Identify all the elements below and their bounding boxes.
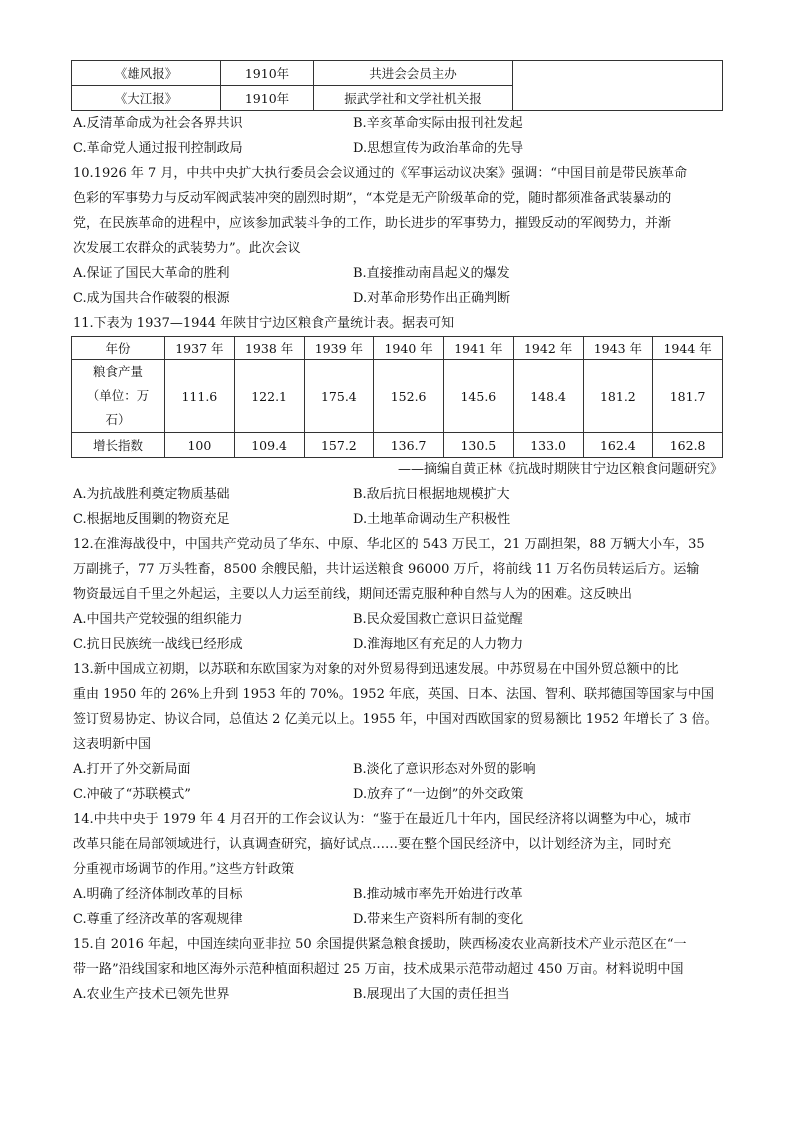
table-cell: 共进会会员主办	[314, 61, 513, 86]
question-text: 万副挑子，77 万头牲畜，8500 余艘民船，共计运送粮食 96000 万斤，将前线 11 万名伤员转运后方。运输	[73, 562, 700, 577]
option-c: C.成为国共合作破裂的根源	[73, 291, 230, 306]
table-cell: 《大江报》	[72, 86, 221, 111]
table-cell: 136.7	[374, 433, 444, 458]
table-cell: 130.5	[444, 433, 514, 458]
table-cell: 162.8	[653, 433, 723, 458]
question-text: 重由 1950 年的 26%上升到 1953 年的 70%。1952 年底，英国、日本、法国、智利、联邦德国等国家与中国	[73, 687, 714, 702]
row-label-line: 石）	[105, 412, 131, 427]
option-d: D.淮海地区有充足的人力物力	[353, 637, 524, 652]
header-cell: 1940 年	[374, 337, 444, 360]
option-c: C.尊重了经济改革的客观规律	[73, 912, 243, 927]
option-d: D.土地革命调动生产积极性	[353, 512, 511, 527]
table-cell: 《雄风报》	[72, 61, 221, 86]
table-header-row	[72, 337, 723, 360]
grain-table	[71, 336, 723, 458]
row-label-line: 粮食产量	[92, 364, 143, 379]
table-cell: 122.1	[234, 360, 304, 433]
q13-options	[73, 757, 723, 807]
option-c: C.革命党人通过报刊控制政局	[73, 141, 243, 156]
question-11-stem: 11.下表为 1937—1944 年陕甘宁边区粮食产量统计表。据表可知	[73, 316, 455, 331]
option-b: B.淡化了意识形态对外贸的影响	[353, 762, 536, 777]
question-text: 带一路”沿线国家和地区海外示范种植面积超过 25 万亩，技术成果示范带动超过 450 万亩。材料说明中国	[73, 962, 684, 977]
table-cell: 152.6	[374, 360, 444, 433]
table-cell: 1910年	[221, 86, 314, 111]
q15-options	[73, 982, 723, 1007]
q10-options	[73, 261, 723, 311]
question-text: 党，在民族革命的进程中，应该参加武装斗争的工作，助长进步的军事势力，摧毁反动的军阀势力，并渐	[73, 216, 672, 231]
table-cell: 109.4	[234, 433, 304, 458]
option-b: B.辛亥革命实际由报刊社发起	[353, 116, 523, 131]
row-label-line: （单位：万	[86, 388, 150, 403]
option-d: D.思想宣传为政治革命的先导	[353, 141, 524, 156]
header-cell: 1942 年	[513, 337, 583, 360]
question-text: 这表明新中国	[73, 737, 152, 752]
question-text: 14.中共中央于 1979 年 4 月召开的工作会议认为：“鉴于在最近几十年内，国民经济将以调整为中心，城市	[73, 812, 692, 827]
option-a: A.保证了国民大革命的胜利	[73, 266, 230, 281]
option-b: B.推动城市率先开始进行改革	[353, 887, 523, 902]
table-row	[72, 61, 723, 86]
table-row	[72, 360, 723, 433]
option-a: A.反清革命成为社会各界共识	[73, 116, 243, 131]
question-text: 改革只能在局部领域进行，认真调查研究，搞好试点……要在整个国民经济中，以计划经济为主，同时充	[73, 837, 672, 852]
option-c: C.冲破了“苏联模式”	[73, 787, 191, 802]
table-cell: 133.0	[513, 433, 583, 458]
option-c: C.根据地反围剿的物资充足	[73, 512, 230, 527]
question-12	[73, 532, 723, 607]
question-text: 次发展工农群众的武装势力”。此次会议	[73, 241, 301, 256]
table-cell: 157.2	[304, 433, 374, 458]
header-cell: 1944 年	[653, 337, 723, 360]
question-text: 13.新中国成立初期，以苏联和东欧国家为对象的对外贸易得到迅速发展。中苏贸易在中国外贸总额中的比	[73, 662, 679, 677]
table-cell: 145.6	[444, 360, 514, 433]
question-15	[73, 932, 723, 982]
option-d: D.带来生产资料所有制的变化	[353, 912, 524, 927]
question-text: 12.在淮海战役中，中国共产党动员了华东、中原、华北区的 543 万民工，21 万副担架，88 万辆大小车，35	[73, 537, 705, 552]
table-cell: 162.4	[583, 433, 653, 458]
option-a: A.中国共产党较强的组织能力	[73, 612, 243, 627]
header-cell: 1937 年	[165, 337, 235, 360]
option-a: A.农业生产技术已领先世界	[73, 987, 230, 1002]
question-10	[73, 161, 723, 261]
question-text: 10.1926 年 7 月，中共中央扩大执行委员会会议通过的《军事运动议决案》强调：“中国目前是带民族革命	[73, 166, 688, 181]
exam-page	[73, 60, 723, 1007]
header-cell: 1943 年	[583, 337, 653, 360]
question-text: 15.自 2016 年起，中国连续向亚非拉 50 余国提供紧急粮食援助，陕西杨凌农业高新技术产业示范区在“一	[73, 937, 687, 952]
q9-options	[73, 111, 723, 161]
table-row	[72, 433, 723, 458]
question-text: 签订贸易协定、协议合同，总值达 2 亿美元以上。1955 年，中国对西欧国家的贸易额比 1952 年增长了 3 倍。	[73, 712, 718, 727]
option-b: B.直接推动南昌起义的爆发	[353, 266, 510, 281]
question-13	[73, 657, 723, 757]
option-a: A.为抗战胜利奠定物质基础	[73, 487, 230, 502]
table-cell: 1910年	[221, 61, 314, 86]
q11-options	[73, 482, 723, 532]
option-d: D.放弃了“一边倒”的外交政策	[353, 787, 524, 802]
option-d: D.对革命形势作出正确判断	[353, 291, 511, 306]
header-cell: 年份	[72, 337, 165, 360]
row-label-cell	[72, 360, 165, 433]
table-cell: 148.4	[513, 360, 583, 433]
question-text: 物资最远自千里之外起运，主要以人力运至前线，期间还需克服种种自然与人为的困难。这反映出	[73, 587, 633, 602]
table-cell	[513, 61, 723, 111]
newspaper-table	[71, 60, 723, 111]
option-a: A.明确了经济体制改革的目标	[73, 887, 243, 902]
table-cell: 175.4	[304, 360, 374, 433]
q14-options	[73, 882, 723, 932]
table-cell: 111.6	[165, 360, 235, 433]
table-cell: 100	[165, 433, 235, 458]
header-cell: 1938 年	[234, 337, 304, 360]
header-cell: 1939 年	[304, 337, 374, 360]
option-c: C.抗日民族统一战线已经形成	[73, 637, 243, 652]
question-14	[73, 807, 723, 882]
question-text: 色彩的军事势力与反动军阀武装冲突的剧烈时期”，“本党是无产阶级革命的党，随时都须准备武装暴动的	[73, 191, 672, 206]
table-cell: 181.7	[653, 360, 723, 433]
question-text: 分重视市场调节的作用。”这些方针政策	[73, 862, 295, 877]
option-a: A.打开了外交新局面	[73, 762, 191, 777]
table-source: ——摘编自黄正林《抗战时期陕甘宁边区粮食问题研究》	[397, 462, 723, 477]
header-cell: 1941 年	[444, 337, 514, 360]
table-cell: 181.2	[583, 360, 653, 433]
q12-options	[73, 607, 723, 657]
option-b: B.民众爱国救亡意识日益觉醒	[353, 612, 523, 627]
option-b: B.敌后抗日根据地规模扩大	[353, 487, 510, 502]
option-b: B.展现出了大国的责任担当	[353, 987, 510, 1002]
table-cell: 振武学社和文学社机关报	[314, 86, 513, 111]
row-label-cell: 增长指数	[72, 433, 165, 458]
